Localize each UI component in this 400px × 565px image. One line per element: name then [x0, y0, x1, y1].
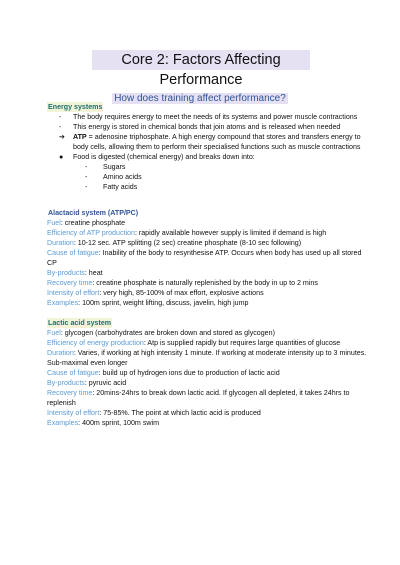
food-text: Food is digested (chemical energy) and breaks down into:: [73, 153, 255, 161]
list-item: [47, 418, 372, 428]
dash-marker: -: [59, 123, 62, 131]
list-item: [47, 182, 372, 192]
dash-marker: -: [59, 113, 62, 121]
page-subtitle-text: How does training affect performance?: [114, 93, 286, 104]
atp-item: [47, 132, 372, 152]
field-label: Cause of fatigue: [47, 249, 99, 257]
arrow-icon: ➔: [59, 133, 65, 141]
field-value: : 400m sprint, 100m swim: [78, 419, 159, 427]
list-item: [47, 238, 372, 248]
field-label: Intensity of effort: [47, 409, 100, 417]
document-body: [47, 102, 372, 428]
list-item: [47, 338, 372, 348]
field-value: : Atp is supplied rapidly but requires large quantities of glucose: [143, 339, 341, 347]
field-value: : pyruvic acid: [84, 379, 127, 387]
list-item: [47, 268, 372, 278]
list-item: [47, 378, 372, 388]
field-label: Fuel: [47, 219, 61, 227]
list-item: [47, 172, 372, 182]
bullet-icon: ●: [59, 153, 64, 161]
field-value: : rapidly available however supply is limited if demand is high: [134, 229, 327, 237]
list-item: [47, 408, 372, 418]
list-item: [47, 388, 372, 408]
list-item: [47, 122, 372, 132]
alactacid-heading: Alactacid system (ATP/PC): [48, 209, 139, 217]
field-label: Cause of fatigue: [47, 369, 99, 377]
field-value: : build up of hydrogen ions due to production of lactic acid: [98, 369, 280, 377]
field-value: : creatine phosphate: [60, 219, 126, 227]
list-item: [47, 298, 372, 308]
field-label: Duration: [47, 239, 74, 247]
field-value: : 75-85%. The point at which lactic acid is produced: [99, 409, 261, 417]
list-item: [47, 162, 372, 172]
field-label: Recovery time: [47, 389, 93, 397]
dash-marker: -: [85, 183, 88, 191]
food-item-label: Fatty acids: [103, 183, 138, 191]
field-label: Duration: [47, 349, 74, 357]
list-item-text: This energy is stored in chemical bonds that join atoms and is released when needed: [73, 123, 341, 131]
food-item: [47, 152, 372, 162]
food-item-label: Amino acids: [103, 173, 142, 181]
field-value: : heat: [84, 269, 103, 277]
field-value: : 10-12 sec. ATP splitting (2 sec) creatine phosphate (8-10 sec following): [73, 239, 302, 247]
field-value: : very high, 85-100% of max effort, explosive actions: [99, 289, 264, 297]
list-item: [47, 288, 372, 298]
field-value: : glycogen (carbohydrates are broken down and stored as glycogen): [60, 329, 275, 337]
field-value: : Varies, if working at high intensity 1 minute. If working at moderate intensity up to 3 minutes. Sub-maximal even longer: [47, 349, 367, 367]
list-item: [47, 112, 372, 122]
atp-definition: = adenosine triphosphate. A high energy compound that stores and transfers energy to body cells, allowing them to perform their specialised functions such as muscle contractions: [73, 133, 361, 151]
field-label: Recovery time: [47, 279, 93, 287]
list-item-text: The body requires energy to meet the needs of its systems and power muscle contractions: [73, 113, 358, 121]
field-label: Intensity of effort: [47, 289, 100, 297]
field-value: : Inability of the body to resynthesise ATP. Occurs when body has used up all stored CP: [47, 249, 362, 267]
field-label: By-products: [47, 269, 85, 277]
food-item-label: Sugars: [103, 163, 126, 171]
lactic-acid-heading: Lactic acid system: [48, 319, 112, 327]
list-item: [47, 368, 372, 378]
list-item: [47, 278, 372, 288]
list-item: [47, 328, 372, 338]
field-label: Efficiency of energy production: [47, 339, 144, 347]
list-item: [47, 248, 372, 268]
page-title: Core 2: Factors Affecting Performance: [92, 50, 310, 70]
atp-term: ATP: [73, 133, 87, 141]
field-label: Examples: [47, 299, 79, 307]
dash-marker: -: [85, 173, 88, 181]
list-item: [47, 228, 372, 238]
field-value: : 20mins-24hrs to break down lactic acid. If glycogen all depleted, it takes 24hrs to replenish: [47, 389, 350, 407]
field-label: Efficiency of ATP production: [47, 229, 135, 237]
field-value: : creatine phosphate is naturally replenished by the body in up to 2 mins: [92, 279, 318, 287]
list-item: [47, 348, 372, 368]
list-item: [47, 218, 372, 228]
field-label: Fuel: [47, 329, 61, 337]
field-label: By-products: [47, 379, 85, 387]
field-value: : 100m sprint, weight lifting, discuss, javelin, high jump: [78, 299, 249, 307]
dash-marker: -: [85, 163, 88, 171]
energy-systems-heading: Energy systems: [48, 103, 103, 111]
field-label: Examples: [47, 419, 79, 427]
